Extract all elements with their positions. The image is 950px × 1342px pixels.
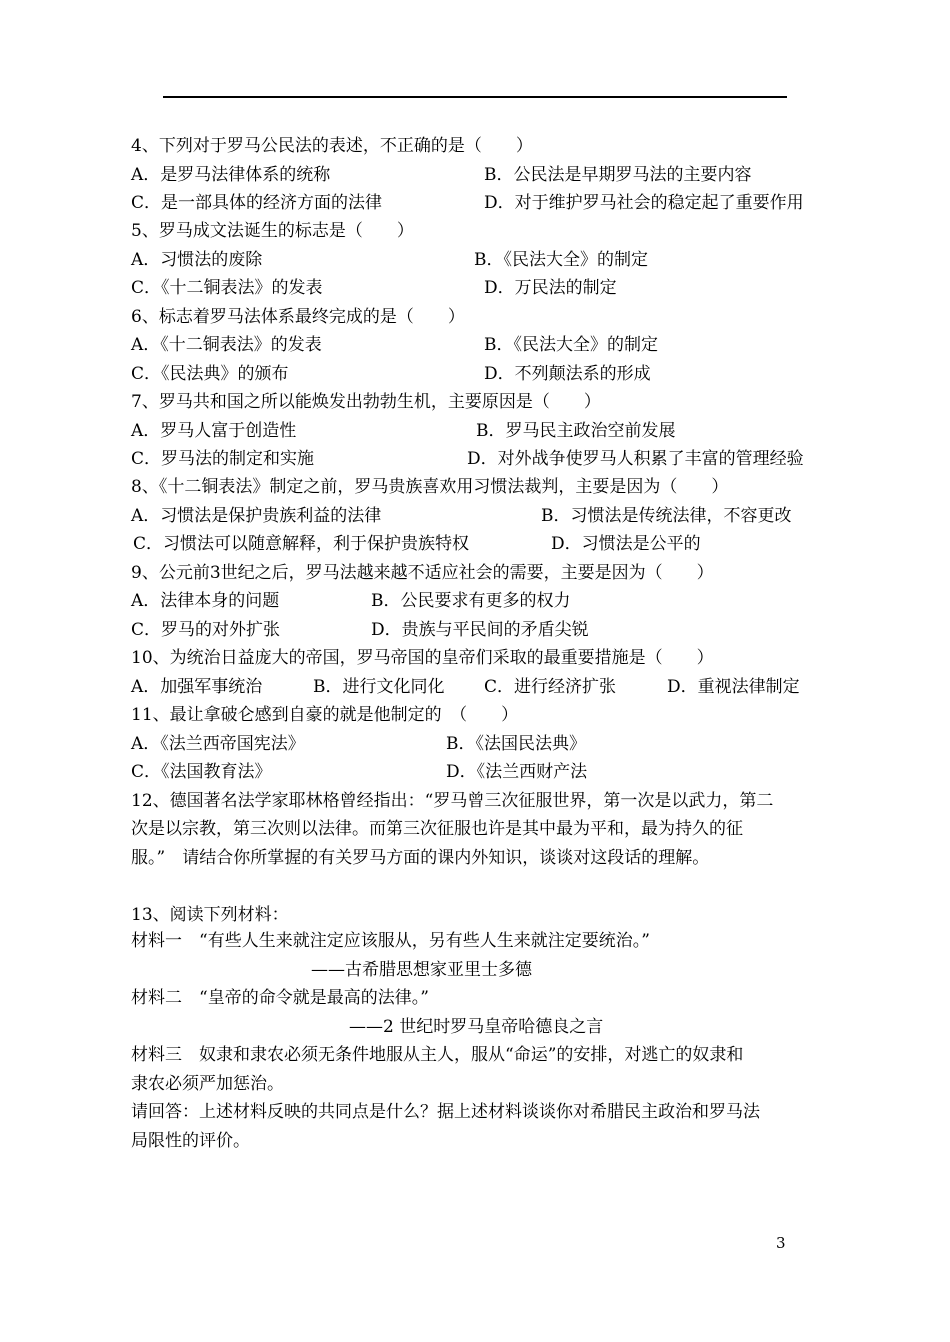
question-12-line-3: 服。” 请结合你所掌握的有关罗马方面的课内外知识，谈谈对这段话的理解。 <box>131 848 710 868</box>
question-13-ask-line-2: 局限性的评价。 <box>131 1131 250 1151</box>
material-1-source: ——古希腊思想家亚里士多德 <box>311 960 532 980</box>
question-8-stem: 8、《十二铜表法》制定之前，罗马贵族喜欢用习惯法裁判，主要是因为（ ） <box>131 477 729 497</box>
material-2-source: ——2 世纪时罗马皇帝哈德良之言 <box>349 1017 604 1037</box>
option-b: B．进行文化同化 <box>313 677 445 697</box>
option-d: D．对外战争使罗马人积累了丰富的管理经验 <box>467 449 804 469</box>
option-a: A．加强军事统治 <box>131 677 263 697</box>
option-a: A．习惯法的废除 <box>131 250 263 270</box>
option-a: A．法律本身的问题 <box>131 591 280 611</box>
option-d: D．万民法的制定 <box>484 278 617 298</box>
option-a: A．《法兰西帝国宪法》 <box>131 734 305 754</box>
option-b: B．公民法是早期罗马法的主要内容 <box>484 165 752 185</box>
option-a: A．罗马人富于创造性 <box>131 421 297 441</box>
option-b: B．罗马民主政治空前发展 <box>476 421 676 441</box>
question-7-stem: 7、罗马共和国之所以能焕发出勃勃生机，主要原因是（ ） <box>131 392 601 412</box>
option-c: C．《十二铜表法》的发表 <box>131 278 323 298</box>
option-c: C．是一部具体的经济方面的法律 <box>131 193 383 213</box>
option-d: D．《法兰西财产法 <box>446 762 588 782</box>
option-d: D．不列颠法系的形成 <box>484 364 651 384</box>
header-rule <box>163 96 787 98</box>
question-13-title: 13、阅读下列材料： <box>131 905 289 925</box>
question-5-stem: 5、罗马成文法诞生的标志是（ ） <box>131 221 414 241</box>
option-a: A．是罗马法律体系的统称 <box>131 165 331 185</box>
option-b: B．《法国民法典》 <box>446 734 586 754</box>
material-3-line-2: 隶农必须严加惩治。 <box>131 1074 284 1094</box>
material-1: 材料一 “有些人生来就注定应该服从，另有些人生来就注定要统治。” <box>131 931 650 951</box>
question-12-line-1: 12、德国著名法学家耶林格曾经指出：“罗马曾三次征服世界，第一次是以武力，第二 <box>131 791 774 811</box>
question-12-line-2: 次是以宗教，第三次则以法律。而第三次征服也许是其中最为平和，最为持久的征 <box>131 819 743 839</box>
option-a: A．《十二铜表法》的发表 <box>131 335 322 355</box>
option-d: D．习惯法是公平的 <box>551 534 701 554</box>
question-10-stem: 10、为统治日益庞大的帝国，罗马帝国的皇帝们采取的最重要措施是（ ） <box>131 648 714 668</box>
option-b: B．公民要求有更多的权力 <box>371 591 571 611</box>
option-d: D．对于维护罗马社会的稳定起了重要作用 <box>484 193 804 213</box>
option-b: B．习惯法是传统法律，不容更改 <box>541 506 792 526</box>
material-2: 材料二 “皇帝的命令就是最高的法律。” <box>131 988 429 1008</box>
option-c: C．进行经济扩张 <box>484 677 617 697</box>
option-c: C．罗马法的制定和实施 <box>131 449 315 469</box>
option-b: B．《民法大全》的制定 <box>474 250 648 270</box>
option-b: B．《民法大全》的制定 <box>484 335 658 355</box>
option-c: C．《民法典》的颁布 <box>131 364 289 384</box>
option-d: D．重视法律制定 <box>667 677 800 697</box>
option-a: A．习惯法是保护贵族利益的法律 <box>131 506 382 526</box>
question-13-ask-line-1: 请回答：上述材料反映的共同点是什么？据上述材料谈谈你对希腊民主政治和罗马法 <box>131 1102 760 1122</box>
material-3-line-1: 材料三 奴隶和隶农必须无条件地服从主人，服从“命运”的安排，对逃亡的奴隶和 <box>131 1045 744 1065</box>
page-number: 3 <box>776 1234 786 1252</box>
question-6-stem: 6、标志着罗马法体系最终完成的是（ ） <box>131 307 465 327</box>
question-9-stem: 9、公元前3世纪之后，罗马法越来越不适应社会的需要，主要是因为（ ） <box>131 563 714 583</box>
question-11-stem: 11、最让拿破仑感到自豪的就是他制定的 （ ） <box>131 705 519 725</box>
option-c: C．习惯法可以随意解释，利于保护贵族特权 <box>133 534 470 554</box>
option-c: C．罗马的对外扩张 <box>131 620 281 640</box>
question-4-stem: 4、下列对于罗马公民法的表述，不正确的是（ ） <box>131 136 533 156</box>
option-d: D．贵族与平民间的矛盾尖锐 <box>371 620 589 640</box>
option-c: C．《法国教育法》 <box>131 762 272 782</box>
